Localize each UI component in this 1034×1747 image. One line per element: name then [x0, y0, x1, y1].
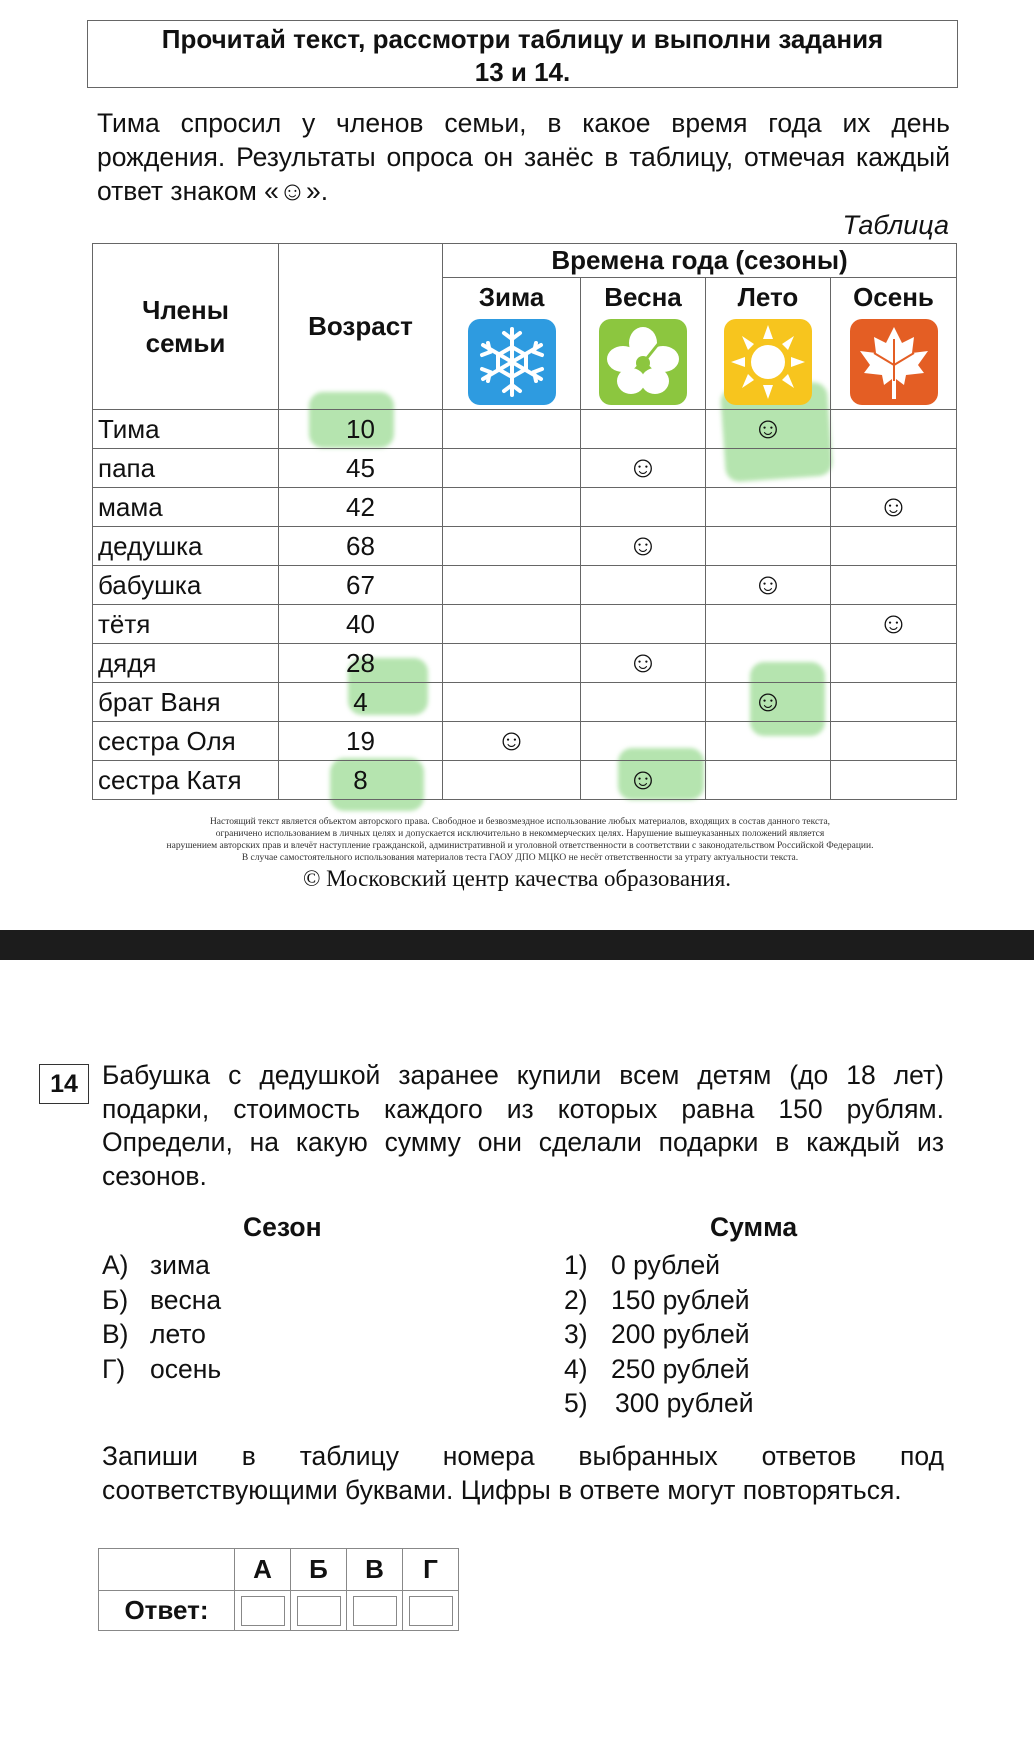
member-name: мама — [93, 488, 279, 527]
answer-input-b[interactable] — [297, 1596, 341, 1626]
season-option-label: зима — [150, 1250, 210, 1280]
season-name-autumn: Осень — [853, 282, 934, 312]
empty-cell — [443, 683, 581, 722]
instruction-text: Запиши в таблицу номера выбранных ответов под соответствующими буквами. Цифры в ответе могут повторяться. — [102, 1441, 944, 1505]
member-age: 40 — [279, 605, 443, 644]
member-name: дядя — [93, 644, 279, 683]
sum-option-number: 5) — [564, 1388, 588, 1418]
family-birthday-table — [92, 243, 957, 800]
empty-cell — [706, 644, 831, 683]
empty-cell — [581, 488, 706, 527]
task-text: Бабушка с дедушкой заранее купили всем детям (до 18 лет) подарки, стоимость каждого из которых равна 150 рублям. Определи, на какую сумму они сделали подарки в каждый из сезонов. — [102, 1060, 944, 1191]
member-name: Тима — [93, 410, 279, 449]
empty-cell — [706, 605, 831, 644]
hibiscus-svg — [599, 319, 687, 405]
empty-cell — [581, 410, 706, 449]
answer-table — [98, 1548, 459, 1631]
member-age: 10 — [279, 410, 443, 449]
empty-cell — [831, 410, 957, 449]
family-row — [93, 449, 957, 488]
smiley-mark: ☺ — [581, 449, 706, 488]
answer-table-corner — [99, 1549, 235, 1591]
member-age: 67 — [279, 566, 443, 605]
season-header-summer — [706, 278, 831, 410]
member-age: 8 — [279, 761, 443, 800]
empty-cell — [706, 449, 831, 488]
task-number: 14 — [39, 1064, 89, 1104]
empty-cell — [443, 488, 581, 527]
member-name: сестра Катя — [93, 761, 279, 800]
sum-option-number: 3) — [564, 1319, 588, 1349]
sum-column-header: Сумма — [710, 1212, 798, 1242]
answer-cell — [235, 1591, 291, 1631]
smiley-mark: ☺ — [581, 644, 706, 683]
empty-cell — [443, 410, 581, 449]
sum-option-label: 0 рублей — [611, 1250, 721, 1280]
family-row — [93, 605, 957, 644]
season-header-spring — [581, 278, 706, 410]
member-name: брат Ваня — [93, 683, 279, 722]
task-header — [87, 20, 958, 88]
sum-option-label: 200 рублей — [611, 1319, 750, 1349]
season-option-label: весна — [150, 1284, 222, 1315]
col-header-members-label: Члены семьи — [142, 294, 229, 358]
sum-option-label: 300 рублей — [615, 1388, 754, 1418]
answer-input-a[interactable] — [241, 1596, 285, 1626]
member-name: дедушка — [93, 527, 279, 566]
sum-option-number: 2) — [564, 1284, 588, 1315]
answer-letter: А — [235, 1549, 291, 1591]
member-name: сестра Оля — [93, 722, 279, 761]
legal-notice — [100, 816, 940, 864]
season-option-letter: Г) — [102, 1353, 126, 1384]
answer-letter: Г — [403, 1549, 459, 1591]
answer-label: Ответ: — [99, 1591, 235, 1631]
sun-icon — [724, 319, 812, 405]
copyright: © Московский центр качества образования. — [302, 866, 732, 891]
legal-line: нарушением авторских прав и влечёт наступление гражданской, административной и уголовной ответственности в соответствии с законодательством Российской Федерации. — [166, 841, 874, 851]
col-header-age: Возраст — [279, 244, 443, 410]
family-row — [93, 527, 957, 566]
sum-option-number: 1) — [564, 1250, 588, 1280]
smiley-mark: ☺ — [581, 761, 706, 800]
empty-cell — [831, 527, 957, 566]
empty-cell — [831, 644, 957, 683]
season-name-summer: Лето — [737, 282, 799, 312]
season-option-label: осень — [150, 1353, 222, 1384]
maple-leaf-icon — [850, 319, 938, 405]
hibiscus-flower-icon — [599, 319, 687, 405]
empty-cell — [581, 683, 706, 722]
member-name: тётя — [93, 605, 279, 644]
empty-cell — [706, 488, 831, 527]
smiley-mark: ☺ — [443, 722, 581, 761]
member-age: 4 — [279, 683, 443, 722]
smiley-mark: ☺ — [706, 683, 831, 722]
family-row — [93, 683, 957, 722]
intro-text: Тима спросил у членов семьи, в какое время года их день рождения. Результаты опроса он занёс в таблицу, отмечая каждый ответ знаком «☺». — [97, 108, 950, 206]
empty-cell — [706, 761, 831, 800]
answer-cell — [403, 1591, 459, 1631]
sum-option-label: 250 рублей — [611, 1353, 750, 1384]
family-row — [93, 722, 957, 761]
season-name-winter: Зима — [478, 282, 545, 312]
family-row — [93, 488, 957, 527]
page-separator — [0, 930, 1034, 960]
member-age: 45 — [279, 449, 443, 488]
sum-option-number: 4) — [564, 1353, 588, 1384]
empty-cell — [443, 527, 581, 566]
sum-option-label: 150 рублей — [611, 1284, 750, 1315]
col-header-members — [93, 244, 279, 410]
empty-cell — [581, 722, 706, 761]
season-name-spring: Весна — [604, 282, 682, 312]
season-header-winter — [443, 278, 581, 410]
empty-cell — [706, 722, 831, 761]
empty-cell — [443, 566, 581, 605]
empty-cell — [581, 566, 706, 605]
empty-cell — [831, 683, 957, 722]
season-option-letter: А) — [102, 1250, 129, 1280]
answer-letter: В — [347, 1549, 403, 1591]
smiley-mark: ☺ — [706, 410, 831, 449]
family-row — [93, 761, 957, 800]
member-age: 68 — [279, 527, 443, 566]
col-header-seasons: Времена года (сезоны) — [443, 244, 957, 278]
member-name: папа — [93, 449, 279, 488]
empty-cell — [443, 761, 581, 800]
legal-line: ограничено использованием в личных целях и допускается исключительно в некоммерческих целях. Нарушение вышеуказанных положений является — [215, 829, 825, 839]
smiley-mark: ☺ — [581, 527, 706, 566]
sun-svg — [724, 319, 812, 405]
answer-letter: Б — [291, 1549, 347, 1591]
season-header-autumn — [831, 278, 957, 410]
answer-cell — [347, 1591, 403, 1631]
member-age: 19 — [279, 722, 443, 761]
season-option-label: лето — [150, 1319, 206, 1349]
family-row — [93, 566, 957, 605]
empty-cell — [831, 566, 957, 605]
empty-cell — [831, 449, 957, 488]
snowflake-svg — [468, 319, 556, 405]
task-header-line1: Прочитай текст, рассмотри таблицу и выполни задания — [161, 24, 884, 54]
answer-input-v[interactable] — [353, 1596, 397, 1626]
member-name: бабушка — [93, 566, 279, 605]
season-option-letter: Б) — [102, 1284, 129, 1315]
empty-cell — [706, 527, 831, 566]
season-option-letter: В) — [102, 1319, 129, 1349]
legal-line: В случае самостоятельного использования материалов теста ГАОУ ДПО МЦКО не несёт ответственности за утрату актуальности текста. — [241, 853, 799, 863]
smiley-mark: ☺ — [831, 488, 957, 527]
member-age: 42 — [279, 488, 443, 527]
empty-cell — [443, 644, 581, 683]
empty-cell — [443, 605, 581, 644]
snowflake-icon — [468, 319, 556, 405]
answer-cell — [291, 1591, 347, 1631]
legal-line: Настоящий текст является объектом авторского права. Свободное и безвозмездное использование любых материалов, входящих в состав данного текста, — [209, 817, 831, 827]
smiley-mark: ☺ — [831, 605, 957, 644]
season-column-header: Сезон — [243, 1212, 322, 1242]
task-header-line2: 13 и 14. — [474, 57, 571, 87]
empty-cell — [581, 605, 706, 644]
answer-input-g[interactable] — [409, 1596, 453, 1626]
maple-leaf-svg — [850, 319, 938, 405]
table-caption: Таблица — [842, 210, 949, 240]
empty-cell — [831, 761, 957, 800]
family-row — [93, 410, 957, 449]
smiley-mark: ☺ — [706, 566, 831, 605]
member-age: 28 — [279, 644, 443, 683]
empty-cell — [443, 449, 581, 488]
empty-cell — [831, 722, 957, 761]
family-row — [93, 644, 957, 683]
